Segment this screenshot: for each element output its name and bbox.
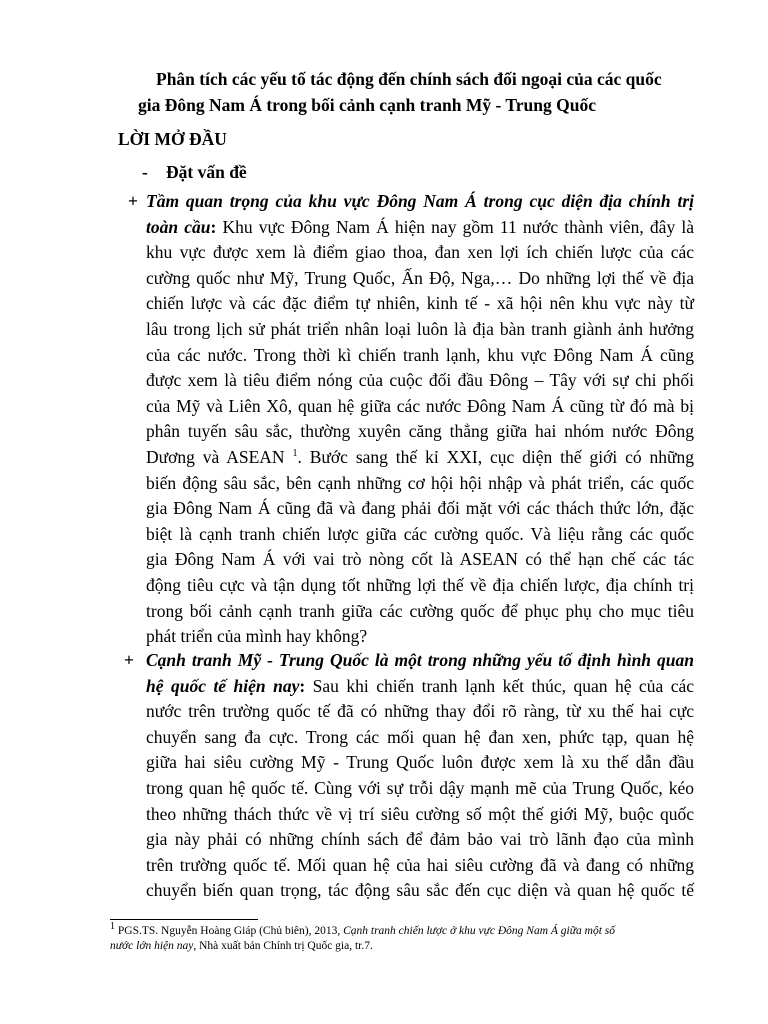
paragraph-1 [146, 189, 694, 650]
footnote-separator [110, 919, 258, 920]
text-line: lâu trong lịch sử phát triển nhân loại luôn là địa bàn tranh giành ảnh hưởng [146, 318, 694, 339]
text-line: biệt là cạnh tranh chiến lược giữa các cường quốc. Và liệu rằng các quốc [146, 523, 694, 544]
section-heading: LỜI MỞ ĐẦU [118, 129, 227, 149]
subheading [142, 162, 247, 183]
paragraph-1-lead [146, 189, 694, 215]
text-line: gia Đông Nam Á với vai trò nòng cốt là ASEAN có thể hạn chế các tác [146, 549, 694, 570]
bullet-marker: + [124, 650, 134, 670]
text-line: chuyển sang đa cực. Trong các mối quan hệ đan xen, phức tạp, quan hệ [146, 726, 694, 747]
text-line: gia này phải có những chính sách để đảm bảo vai trò lãnh đạo của mình [146, 829, 694, 850]
text-line: nước trên trường quốc tế đã có những thay đổi rõ ràng, từ xu thế hai cực [146, 701, 694, 722]
subheading-text: Đặt vấn đề [166, 162, 247, 182]
footnote [110, 921, 700, 954]
lead-colon: : [299, 675, 306, 696]
paragraph-2 [146, 648, 694, 904]
text-line: Khu vực Đông Nam Á hiện nay gồm 11 nước thành viên, đây là [216, 216, 694, 237]
title-line-2: gia Đông Nam Á trong bối cảnh cạnh tranh Mỹ - Trung Quốc [138, 95, 596, 115]
text-fragment: Dương và ASEAN [146, 446, 293, 467]
text-line: cường quốc như Mỹ, Trung Quốc, Ấn Độ, Nga,… Do những lợi thế về địa [146, 267, 694, 288]
text-line: chuyển biến quan trọng, tác động sâu sắc đến cục diện và quan hệ quốc tế [146, 880, 694, 901]
text-line-with-footnote [146, 445, 694, 471]
text-line: phát triển của mình hay không? [146, 626, 368, 647]
footnote-book-title: Cạnh tranh chiến lược ở khu vực Đông Nam Á giữa một số [343, 925, 616, 937]
text-line: khu vực được xem là điểm giao thoa, đan xen lợi ích chiến lược của các [146, 242, 694, 263]
emphasis-lead-1: Cạnh tranh Mỹ - Trung Quốc là một trong những yếu tố định hình quan [146, 650, 694, 670]
footnote-publisher: , Nhà xuất bản Chính trị Quốc gia, tr.7. [193, 940, 373, 952]
text-line: trong quan hệ quốc tế. Cùng với sự trỗi dậy mạnh mẽ của Trung Quốc, kéo [146, 777, 694, 798]
title-line-1: Phân tích các yếu tố tác động đến chính sách đối ngoại của các quốc [156, 69, 662, 89]
footnote-author: PGS.TS. Nguyễn Hoàng Giáp (Chủ biên), 2013, [115, 925, 344, 937]
text-line: biến động sâu sắc, bên cạnh những cơ hội hội nhập và phát triển, các quốc [146, 472, 694, 493]
text-line: phân tuyến sâu sắc, thường xuyên căng thẳng giữa hai nhóm nước Đông [146, 421, 694, 442]
text-line: chiến lược và các đặc điểm tự nhiên, kinh tế - xã hội nên khu vực này từ [146, 293, 694, 314]
text-line: động tiêu cực và tận dụng tốt những lợi thế về địa chiến lược, địa chính trị [146, 574, 694, 595]
text-line: của Mỹ và Liên Xô, quan hệ giữa các nước Đông Nam Á cũng từ đó mà bị [146, 395, 694, 416]
footnote-reference[interactable]: 1 [292, 448, 298, 460]
text-line: gia Đông Nam Á cũng đã và đang phải đối mặt với các thách thức lớn, đặc [146, 498, 694, 519]
footnote-book-title-cont: nước lớn hiện nay [110, 940, 194, 952]
emphasis-lead-2: toàn cầu [146, 216, 211, 237]
subheading-marker: - [142, 162, 148, 182]
text-line: trên trường quốc tế. Mối quan hệ của hai siêu cường đã và đang có những [146, 854, 694, 875]
emphasis-lead-2: hệ quốc tế hiện nay [146, 675, 300, 696]
paragraph-2-lead [146, 648, 694, 674]
bullet-marker: + [128, 191, 138, 211]
text-line: Sau khi chiến tranh lạnh kết thúc, quan hệ của các [305, 675, 694, 696]
text-line: của các nước. Trong thời kì chiến tranh lạnh, khu vực Đông Nam Á cũng [146, 344, 694, 365]
footnote-number: 1 [110, 921, 115, 933]
emphasis-lead-1: Tầm quan trọng của khu vực Đông Nam Á trong cục diện địa chính trị [146, 191, 694, 211]
text-line: giữa hai siêu cường Mỹ - Trung Quốc luôn được xem là xu thế dẫn đầu [146, 752, 694, 773]
text-line: trong bối cảnh cạnh tranh giữa các cường quốc để phục phụ cho mục tiêu [146, 600, 694, 621]
text-line: theo những thách thức về vị trí siêu cường số một thế giới Mỹ, buộc quốc [146, 803, 694, 824]
text-line: được xem là tiêu điểm nóng của cuộc đối đầu Đông – Tây với sự chi phối [146, 370, 694, 391]
document-title [110, 66, 700, 118]
lead-colon: : [210, 216, 217, 237]
paragraph-1-line [146, 215, 694, 241]
text-fragment: . Bước sang thế kỉ XXI, cục diện thế giới có những [297, 446, 694, 467]
paragraph-2-line [146, 674, 694, 700]
